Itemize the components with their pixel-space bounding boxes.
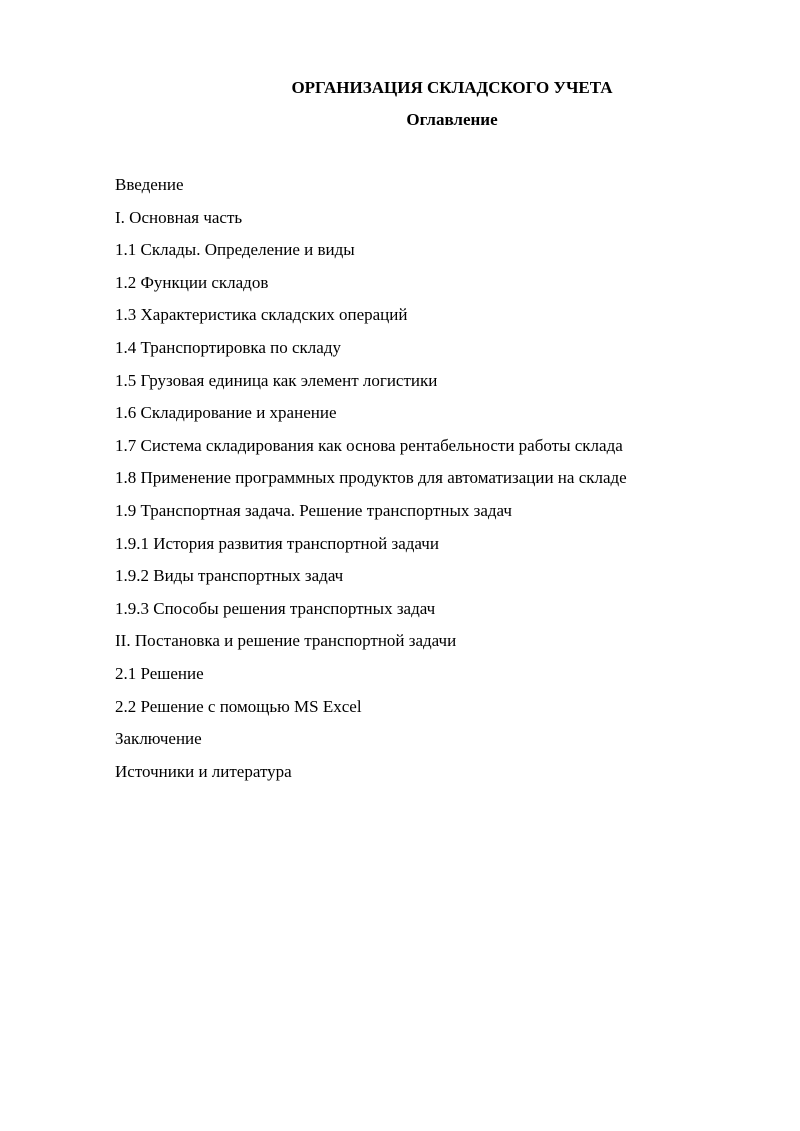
toc-item: Источники и литература — [115, 761, 292, 781]
toc-item: II. Постановка и решение транспортной задачи — [115, 631, 457, 651]
toc-item: 1.2 Функции складов — [115, 272, 269, 292]
toc-item: 1.9.2 Виды транспортных задач — [115, 566, 344, 586]
toc-item: I. Основная часть — [115, 207, 243, 227]
toc-item: 1.5 Грузовая единица как элемент логистики — [115, 370, 438, 390]
toc-item: Заключение — [115, 729, 202, 749]
document-title: ОРГАНИЗАЦИЯ СКЛАДСКОГО УЧЕТА — [291, 78, 613, 97]
toc-item: 2.1 Решение — [115, 663, 204, 683]
toc-item: 1.9.3 Способы решения транспортных задач — [115, 598, 436, 618]
toc-heading: Оглавление — [406, 110, 498, 129]
table-of-contents — [115, 174, 627, 793]
toc-item: 1.9.1 История развития транспортной задачи — [115, 533, 439, 553]
toc-item: 1.7 Система складирования как основа рентабельности работы склада — [115, 435, 623, 455]
toc-item: 1.4 Транспортировка по складу — [115, 337, 341, 357]
toc-item: 2.2 Решение с помощью MS Excel — [115, 696, 362, 716]
toc-item: 1.3 Характеристика складских операций — [115, 305, 408, 325]
toc-item: 1.9 Транспортная задача. Решение транспортных задач — [115, 500, 512, 520]
toc-item: 1.1 Склады. Определение и виды — [115, 240, 355, 260]
toc-item: Введение — [115, 175, 184, 194]
toc-item: 1.6 Складирование и хранение — [115, 403, 337, 423]
toc-item: 1.8 Применение программных продуктов для автоматизации на складе — [115, 468, 627, 488]
